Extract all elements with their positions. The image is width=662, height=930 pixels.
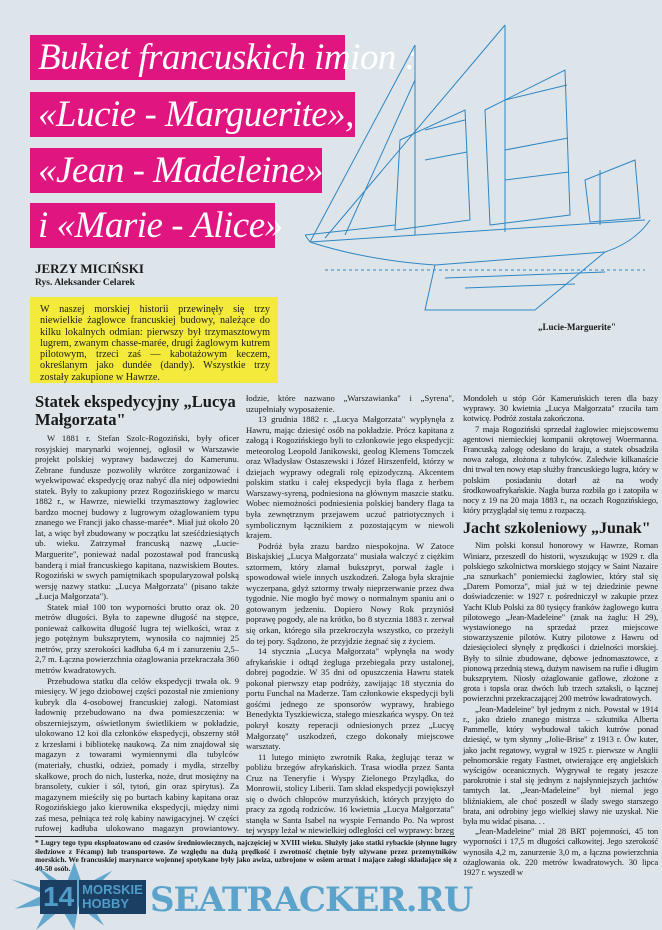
- author: JERZY MICIŃSKI: [35, 261, 144, 276]
- keel-outline: [425, 252, 605, 310]
- paragraph: Nim polski konsul honorowy w Hawrze, Roman Winiarz, przeszedł do historii, wyszukując w 1929 r. dla polskiego szkolnictwa morskiego stojący w Saint Nazaire „na sznurkach" poniemiecki żaglowiec, który stał się „Darem Pomorza", miał już w tej dziedzinie pewne doświadczenie: w 1927 r. pośredniczył w zakupie przez Yacht Klub Polski za 80 tysięcy franków żaglowego kutra pilotowego „Jean-Madeleine" (znak na żaglu: H 29), wystawionego na sprzedaż przez miejscowe stowarzyszenie pilotów. Kutry pilotowe z Hawru od dziesięcioleci słynęły z prędkości i dzielności morskiej. Były to silnie zbudowane, dębowe jednomasztowce, z pionową przednią stewą, dużym nawisem na rufie i długim bukszprytem. Niosły ożaglowanie gaflowe, złożone z grota i topsla oraz dwóch lub trzech sztaksli, o łącznej powierzchni przekraczającej 200 metrów kwadratowych.: [463, 540, 658, 704]
- footnote: * Lugry tego typu eksploatowano od czasów średniowiecznych, najczęściej w XVIII wieku. Służyły jako statki rybackie (słynne lugry śledziowe z Fécamp) lub transportowe. Ze względu na dużą prędkość i zwrotność chętnie były używane przez przemytników morskich. We francuskiej marynarce wojennej spotykane były jako awiza, uzbrojone w osiem armat i mające załogi składające się z 40-50 osób.: [35, 838, 457, 873]
- paragraph: W 1881 r. Stefan Szolc-Rogoziński, były oficer rosyjskiej marynarki wojennej, ogłosił w Warszawie projekt polskiej wyprawy badawczej do Kamerunu. Zebrane fundusze pozwoliły wkrótce zorganizować i wyekwipować ekspedycję oraz nabyć dla niej odpowiedni statek. Były to zakupiony przez Rogozińskiego w marcu 1882 r., w Hawrze, niewielki trzymasztowy żaglowiec bardzo mocnej budowy z lugrowym ożaglowaniem typu znanego we Francji jako chasse-marée*. Miał już około 20 lat, a więc był zbudowany w początku lat sześćdziesiątych ub. wieku. Zatrzymał francuską nazwę „Lucie-Marguerite", ponieważ nadal pozostawał pod francuską banderą i miał francuskiego kapitana, nazwiskiem Boutes. Rogoziński w swych pamiętnikach spopularyzował polską wersję nazwy statku: „Lucya Małgorzata" (pisano także „Łucja Małgorzata").: [35, 433, 239, 602]
- title-line-3: «Jean - Madeleine»: [30, 148, 322, 193]
- page-number: 14: [40, 880, 77, 914]
- paragraph: „Jean-Madeleine" był jednym z nich. Powstał w 1914 r., jako dzieło znanego mistrza – szkutnika Alberta Pammelle, który wybudował takich kutrów ponad dziesięć, w tym słynny „Jolie-Brise" z 1913 r. Ów kuter, jako jacht regatowy, wygrał w 1925 r. pierwsze w Anglii pełnomorskie regaty Fastnet, otwierające erę angielskich wyścigów oceanicznych. Wygrywał te regaty jeszcze parokrotnie i stał się jednym z najsłynniejszych jachtów tamtych lat. „Jean-Madeleine" był niemal jego bliźniakiem, ale choć poszedł w ślady swego starszego brata, ani odrobiny jego wielkiej sławy nie uzyskał. Nie była mu widać pisana. . .: [463, 703, 658, 826]
- column-3: [463, 393, 658, 877]
- title-line-2: «Lucie - Marguerite»,: [30, 92, 355, 137]
- footnote-divider: [35, 836, 455, 837]
- paragraph: Przebudowa statku dla celów ekspedycji trwała ok. 9 miesięcy. W jego dziobowej części pozostał nie zmieniony kubryk dla 4-osobowej francuskiej załogi. Natomiast ładownię przebudowano na dwa pomieszczenia: w obszerniejszym, oświetlonym świetlikiem w pokładzie, ulokowano 12 koi dla członków ekspedycji, obszerny stół z krzesłami i bibliotekę naukową. Za nim znajdował się magazyn z towarami wymiennymi dla tubylców (materiały, chustki, odzież, pomady i mydła, strzelby skałkowe, proch do nich, lusterka, noże, drut mosiężny na bransolety, cukier i sól, tytoń, gin oraz spirytus). Za magazynem mieściły się po burtach kabiny kapitana oraz Rogozińskiego jako kierownika ekspedycji, między nimi zaś mesa, pełniąca też rolę kabiny nawigacyjnej. W części rufowej kadłuba ulokowano magazyn prowiantowy.: [35, 675, 239, 834]
- logo-text: [79, 880, 146, 914]
- rigging: [310, 25, 505, 242]
- section-heading: Statek ekspedycyjny „Lucya Małgorzata": [35, 393, 236, 429]
- title-line-4: i «Marie - Alice»: [30, 203, 275, 248]
- mizzen-sail: [585, 160, 640, 222]
- hull-outline: [310, 220, 650, 265]
- sail-seams: [425, 85, 569, 180]
- drawing-caption: „Lucie-Marguerite": [538, 322, 616, 332]
- column-2: [246, 393, 454, 835]
- paragraph: „Jean-Madeleine" miał 28 BRT pojemności, 45 ton wyporności i 17,5 m długości całkowitej. Jego szerokość wynosiła 4,2 m, zanurzenie 3,0 m, a łączna powierzchnia ożaglowania ok. 220 metrów kwadratowych. 30 lipca 1927 r. wyszedł w: [463, 826, 658, 877]
- waterline: [310, 220, 645, 242]
- lead-paragraph: W naszej morskiej historii przewinęły się trzy niewielkie żaglowce francuskiej budowy, należące do kilku lokalnych odmian: pierwszy był trzymasztowym lugrem, zwanym chasse-marée, drugi żaglowym kutrem pilotowym, trzeci zaś — kabotażowym keczem, określanym jako dundée (dandy). Wszystkie trzy zostały zakupione w Hawrze.: [30, 297, 278, 383]
- paragraph: 11 lutego minięto zwrotnik Raka, żeglując teraz w pobliżu brzegów afrykańskich. Trasa wiodła przez Santa Cruz na Teneryfie i Wyspy Zielonego Przylądka, do Monrowii, stolicy Liberii. Tam skład ekspedycji powiększył się o dwóch chłopców murzyńskich, których przyjęto do pracy za zgodą rodziców. 16 kwietnia „Lucya Małgorzata" stanęła w Santa Isabel na wyspie Fernando Po. Na wprost tej wyspy leżał w niewielkiej odległości cel wyprawy: brzeg: [246, 751, 454, 835]
- watermark: SEATRACKER.RU: [150, 880, 473, 920]
- paragraph: Podróż była zrazu bardzo niespokojna. W Zatoce Biskajskiej „Lucya Małgorzata" musiała walczyć z ciężkim sztormem, który złamał bukszpryt, porwał żagle i spowodował wiele innych uszkodzeń. Załoga była skrajnie wyczerpana, gdyż sztormy trwały nieprzerwanie przez dwa tygodnie. Nie mogło być mowy o normalnym spaniu ani o gotowanym jedzeniu. Dopiero Nowy Rok przyniósł poprawę pogody, ale na krótko, bo 8 stycznia 1883 r. zerwał się orkan, którego siła przekroczyła wszystko, co przeżyli do tej pory. Sądzono, że przyjdzie żegnać się z życiem.: [246, 540, 454, 646]
- title-line-1: Bukiet francuskich imion :: [30, 35, 345, 80]
- section-heading: Jacht szkoleniowy „Junak": [463, 520, 651, 538]
- masts: [415, 25, 600, 235]
- paragraph: 14 stycznia „Lucya Małgorzata" wpłynęła na wody afrykańskie i odtąd żegluga przebiegała przy ustalonej, dobrej pogodzie. W 35 dni od opuszczenia Hawru statek pokonał pierwszy etap podróży, zawijając 18 stycznia do portu Funchal na Maderze. Tam członkowie ekspedycji byli gośćmi jednego ze sponsorów wyprawy, hrabiego Benedykta Tyszkiewicza, stałego mieszkańca wyspy. On też pokrył koszty reperacji odniesionych przez „Lucyę Małgorzatę" uszkodzeń, czego dokonały miejscowe warsztaty.: [246, 646, 454, 752]
- paragraph: łodzie, które nazwano „Warszawianka" i „Syrena", uzupełniały wyposażenie.: [246, 393, 454, 414]
- magazine-logo: [40, 880, 146, 914]
- paragraph: 13 grudnia 1882 r. „Lucya Małgorzata" wypłynęła z Hawru, mając dziesięć osób na pokładzie. Prócz kapitana z załogą i Rogozińskiego byli to członkowie jego ekspedycji: meteorolog Leopold Janikowski, geolog Klemens Tomczek oraz Władysław Ostaszewski i Józef Hirszenfeld, którzy w dziejach wyprawy odegrali rolę epizodyczną. Akcentem polskim statku i całej ekspedycji była flaga z herbem Warszawy-syreną, podniesiona na głównym maszcie statku. Wobec niemożności podniesienia polskiej bandery flaga ta była zewnętrznym przejawem uczuć patriotycznych i symbolicznym łącznikiem z pozostającym w niewoli krajem.: [246, 414, 454, 541]
- logo-line-2: HOBBY: [82, 896, 130, 911]
- column-1: [35, 393, 239, 835]
- paragraph: Statek miał 100 ton wyporności brutto oraz ok. 20 metrów długości. Była to zapewne długość na stępce, ponieważ całkowita długość lugra tej wielkości, wraz z jego potężnym bukszprytem, wynosiła co najmniej 25 metrów, przy szerokości kadłuba 6,4 m i zanurzeniu 2,5–2,7 m. Łączna powierzchnia ożaglowania przekraczała 360 metrów kwadratowych.: [35, 601, 239, 676]
- logo-line-1: MORSKIE: [82, 882, 143, 897]
- ship-drawing: [305, 20, 660, 320]
- paragraph: 7 maja Rogoziński sprzedał żaglowiec miejscowemu agentowi niemieckiej kompanii okrętowej Woermanna. Francuską załogę odesłano do kraju, a statek obsadziła nowa załoga, złożona z tubylców. Zaledwie kilkanaście dni trwał ten nowy etap służby francuskiego lugra, który w polskim posiadaniu dotarł aż na wody środkowoafrykańskie. Nagła burza rozbiła go i zatopiła w nocy z 19 na 20 maja 1883 r., na oczach Rogozińskiego, który przyglądał się temu z rozpaczą.: [463, 423, 658, 516]
- illustrator-credit: Rys. Aleksander Celarek: [35, 278, 135, 288]
- mainsail: [485, 70, 570, 225]
- paragraph: Mondoleh u stóp Gór Kameruńskich teren dla bazy wyprawy. 30 kwietnia „Lucya Małgorzata" rzuciła tam kotwicę. Podróż została zakończona.: [463, 393, 658, 424]
- deck-plan-lines: [445, 272, 605, 288]
